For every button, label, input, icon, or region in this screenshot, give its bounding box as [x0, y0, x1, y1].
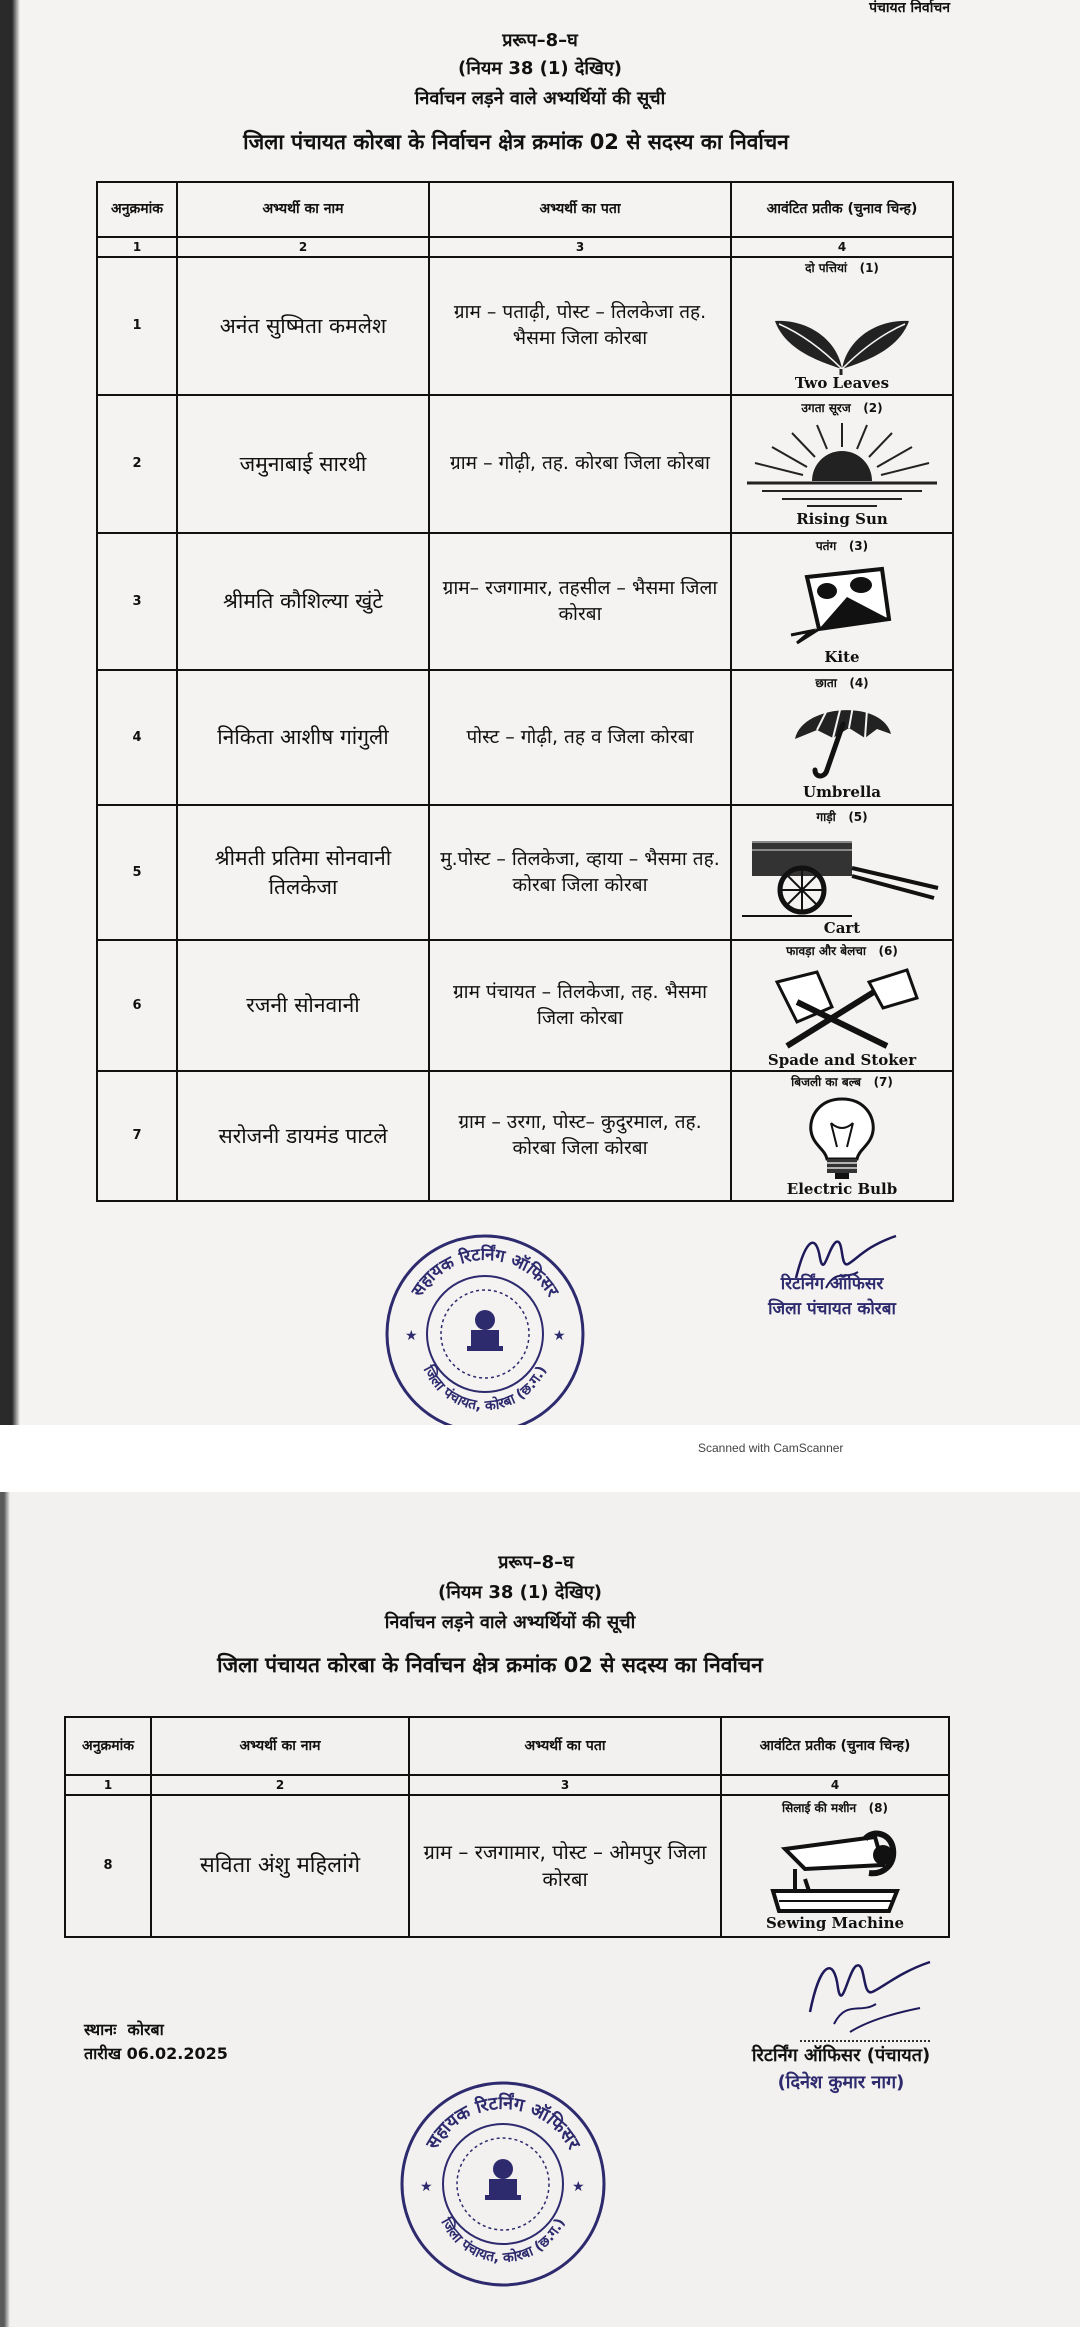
symbol-cell — [731, 670, 953, 805]
election-title: जिला पंचायत कोरबा के निर्वाचन क्षेत्र क्रमांक 02 से सदस्य का निर्वाचन — [217, 1653, 763, 1677]
column-number: 4 — [721, 1775, 949, 1795]
symbol-hindi-label: सिलाई की मशीन (8) — [781, 1801, 888, 1815]
electric-bulb-icon — [797, 1093, 887, 1181]
candidate-table — [64, 1716, 950, 1938]
svg-text:★: ★ — [572, 2179, 585, 2195]
column-header: अनुक्रमांक — [97, 182, 177, 237]
candidate-name: रजनी सोनवानी — [177, 940, 429, 1071]
symbol-english-label: Kite — [824, 647, 860, 666]
column-number: 4 — [731, 237, 953, 257]
serial-number: 4 — [97, 670, 177, 805]
table-row — [97, 257, 953, 395]
scanner-watermark: Scanned with CamScanner — [698, 1441, 844, 1455]
form-number: प्ररूप–8–घ — [498, 1552, 574, 1573]
election-title: जिला पंचायत कोरबा के निर्वाचन क्षेत्र क्रमांक 02 से सदस्य का निर्वाचन — [243, 130, 789, 154]
serial-number: 5 — [97, 805, 177, 940]
svg-text:★: ★ — [405, 1328, 418, 1344]
returning-officer-stamp — [742, 1272, 922, 1321]
returning-officer-name: (दिनेश कुमार नाग) — [777, 2072, 905, 2093]
rule-reference: (नियम 38 (1) देखिए) — [457, 58, 623, 79]
column-header: आवंटित प्रतीक (चुनाव चिन्ह) — [731, 182, 953, 237]
symbol-english-label: Sewing Machine — [765, 1914, 905, 1932]
svg-text:★: ★ — [420, 2179, 433, 2195]
symbol-english-label: Electric Bulb — [786, 1180, 898, 1198]
symbol-hindi-label: गाड़ी (5) — [816, 809, 868, 824]
place-line — [84, 2018, 228, 2042]
candidate-name: सरोजनी डायमंड पाटले — [177, 1071, 429, 1201]
list-title: निर्वाचन लड़ने वाले अभ्यर्थियों की सूची — [414, 88, 666, 109]
candidate-name: सविता अंशु महिलांगे — [151, 1795, 409, 1937]
scan-shadow-edge — [0, 0, 20, 1425]
serial-number: 3 — [97, 533, 177, 670]
candidate-name: अनंत सुष्मिता कमलेश — [177, 257, 429, 395]
place-value: कोरबा — [127, 2020, 164, 2039]
page-gap — [0, 1425, 1080, 1492]
column-header: अभ्यर्थी का पता — [409, 1717, 721, 1775]
date-label: तारीख — [84, 2044, 122, 2063]
symbol-english-label: Cart — [823, 918, 861, 937]
returning-officer-title: रिटर्निंग ऑफिसर (पंचायत) — [751, 2045, 931, 2066]
column-number: 3 — [409, 1775, 721, 1795]
symbol-hindi-label: पतंग (3) — [815, 538, 869, 553]
candidate-address: ग्राम – उरगा, पोस्ट– कुदुरमाल, तह. कोरबा जिला कोरबा — [429, 1071, 731, 1201]
table-row — [65, 1795, 949, 1937]
table-row — [97, 805, 953, 940]
column-header: आवंटित प्रतीक (चुनाव चिन्ह) — [721, 1717, 949, 1775]
sewing-machine-icon — [765, 1819, 905, 1915]
candidate-address: ग्राम पंचायत – तिलकेजा, तह. भैसमा जिला कोरबा — [429, 940, 731, 1071]
column-number: 3 — [429, 237, 731, 257]
column-header: अभ्यर्थी का पता — [429, 182, 731, 237]
symbol-hindi-label: छाता (4) — [815, 675, 869, 690]
column-number: 1 — [65, 1775, 151, 1795]
column-header: अभ्यर्थी का नाम — [151, 1717, 409, 1775]
spade-stoker-icon — [757, 962, 927, 1052]
svg-text:★: ★ — [553, 1328, 566, 1344]
column-header: अभ्यर्थी का नाम — [177, 182, 429, 237]
symbol-hindi-label: दो पत्तियां (1) — [805, 261, 879, 275]
two-leaves-icon — [767, 279, 917, 375]
candidate-name: श्रीमति कौशिल्या खुंटे — [177, 533, 429, 670]
symbol-hindi-label: फावड़ा और बेलचा (6) — [786, 943, 898, 958]
symbol-cell — [721, 1795, 949, 1937]
table-header-row — [97, 182, 953, 237]
candidate-name: श्रीमती प्रतिमा सोनवानी तिलकेजा — [177, 805, 429, 940]
official-seal — [383, 1232, 587, 1425]
serial-number: 2 — [97, 395, 177, 533]
signature — [790, 1952, 940, 2042]
kite-icon — [787, 557, 897, 649]
candidate-address: पोस्ट – गोढ़ी, तह व जिला कोरबा — [429, 670, 731, 805]
serial-number: 8 — [65, 1795, 151, 1937]
serial-number: 6 — [97, 940, 177, 1071]
symbol-cell — [731, 940, 953, 1071]
symbol-cell — [731, 805, 953, 940]
returning-officer-block — [736, 2042, 946, 2096]
seal-bottom-text: जिला पंचायत, कोरबा (छ.ग.) — [437, 2215, 569, 2267]
candidate-address: ग्राम – पताढ़ी, पोस्ट – तिलकेजा तह. भैसमा जिला कोरबा — [429, 257, 731, 395]
scanned-page-2 — [0, 1492, 1080, 2327]
cart-icon — [742, 828, 942, 920]
symbol-english-label: Umbrella — [802, 782, 881, 801]
rising-sun-icon — [747, 419, 937, 511]
column-number: 1 — [97, 237, 177, 257]
place-and-date — [84, 2018, 228, 2066]
candidate-name: निकिता आशीष गांगुली — [177, 670, 429, 805]
corner-header-text: पंचायत निर्वाचन — [869, 0, 950, 16]
seal-top-text: सहायक रिटर्निंग ऑफिसर — [422, 2092, 585, 2153]
list-title: निर्वाचन लड़ने वाले अभ्यर्थियों की सूची — [384, 1612, 636, 1633]
symbol-cell — [731, 1071, 953, 1201]
seal-top-text: सहायक रिटर्निंग ऑफिसर — [407, 1244, 563, 1301]
seal-bottom-text: जिला पंचायत, कोरबा (छ.ग.) — [419, 1363, 550, 1415]
symbol-hindi-label: बिजली का बल्ब (7) — [791, 1075, 893, 1089]
column-number: 2 — [151, 1775, 409, 1795]
symbol-english-label: Two Leaves — [794, 374, 890, 392]
returning-officer-title: रिटर्निंग ऑफिसर — [780, 1274, 884, 1294]
serial-number: 7 — [97, 1071, 177, 1201]
symbol-cell — [731, 533, 953, 670]
rule-reference: (नियम 38 (1) देखिए) — [437, 1582, 603, 1603]
column-number: 2 — [177, 237, 429, 257]
date-line — [84, 2042, 228, 2066]
table-row — [97, 395, 953, 533]
candidate-address: ग्राम– रजगामार, तहसील – भैसमा जिला कोरबा — [429, 533, 731, 670]
column-header: अनुक्रमांक — [65, 1717, 151, 1775]
emblem-icon — [485, 2159, 521, 2200]
candidate-address: मु.पोस्ट – तिलकेजा, व्हाया – भैसमा तह. कोरबा जिला कोरबा — [429, 805, 731, 940]
candidate-name: जमुनाबाई सारथी — [177, 395, 429, 533]
symbol-english-label: Spade and Stoker — [767, 1050, 917, 1069]
symbol-english-label: Rising Sun — [796, 510, 888, 528]
table-row — [97, 1071, 953, 1201]
candidate-address: ग्राम – गोढ़ी, तह. कोरबा जिला कोरबा — [429, 395, 731, 533]
symbol-cell — [731, 257, 953, 395]
table-row — [97, 533, 953, 670]
table-row — [97, 670, 953, 805]
date-value: 06.02.2025 — [126, 2044, 228, 2063]
returning-officer-office: जिला पंचायत कोरबा — [768, 1298, 896, 1319]
emblem-icon — [467, 1310, 503, 1351]
column-number-row — [97, 237, 953, 257]
umbrella-icon — [787, 694, 897, 784]
column-number-row — [65, 1775, 949, 1795]
table-row — [97, 940, 953, 1071]
official-seal — [398, 2079, 608, 2289]
form-number: प्ररूप–8–घ — [502, 30, 578, 51]
table-header-row — [65, 1717, 949, 1775]
candidate-address: ग्राम – रजगामार, पोस्ट – ओमपुर जिला कोरबा — [409, 1795, 721, 1937]
place-label: स्थानः — [84, 2020, 117, 2039]
serial-number: 1 — [97, 257, 177, 395]
symbol-cell — [731, 395, 953, 533]
candidate-table — [96, 181, 954, 1202]
symbol-hindi-label: उगता सूरज (2) — [801, 401, 883, 415]
